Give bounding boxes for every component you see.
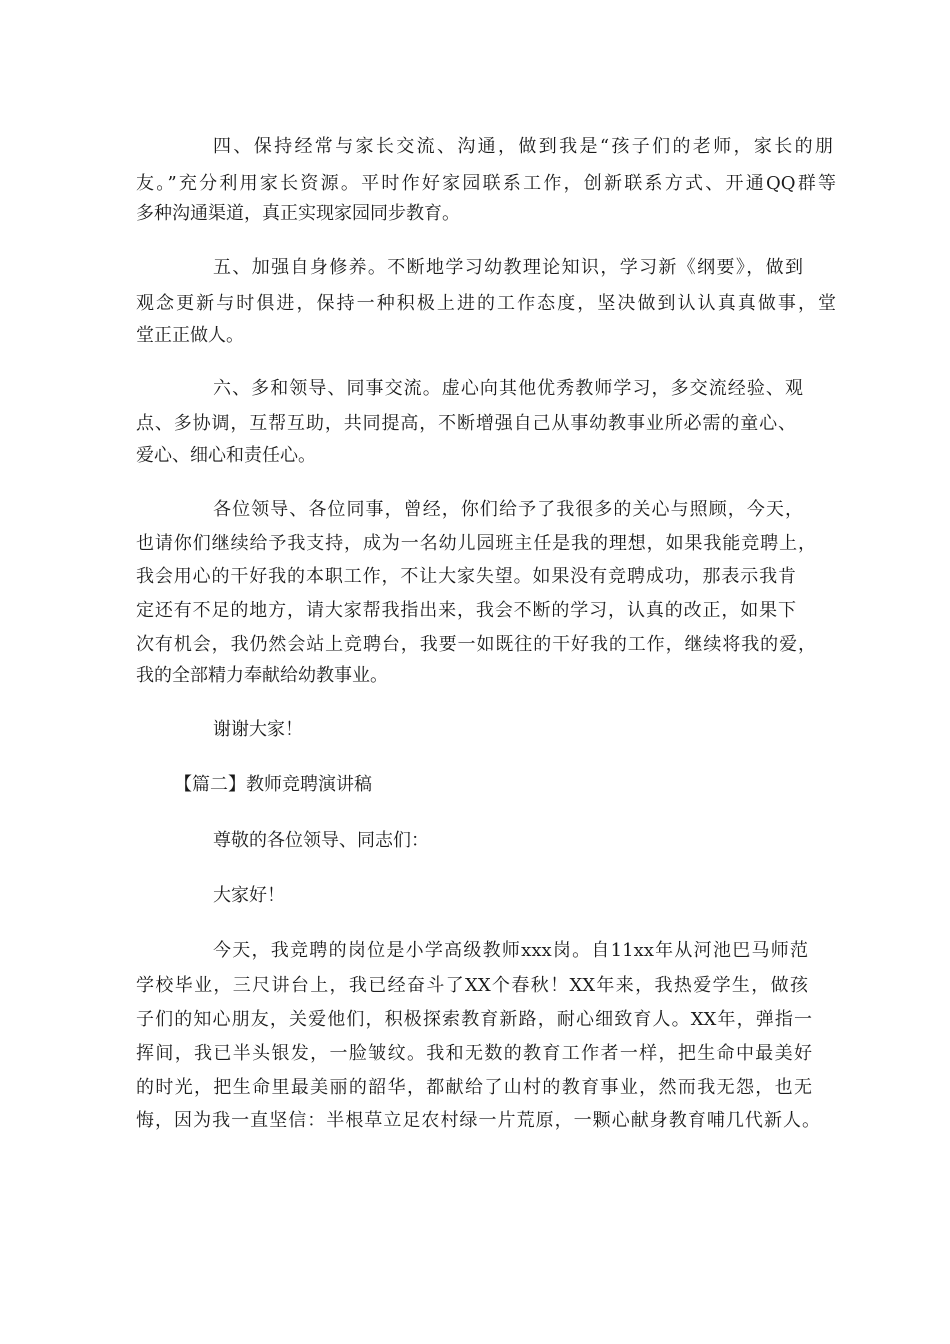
- text-line: 挥间，我已半头银发，一脸皱纹。我和无数的教育工作者一样，把生命中最美好: [136, 1043, 812, 1064]
- text-line: 学校毕业，三尺讲台上，我已经奋斗了XX个春秋！XX年来，我热爱学生，做孩: [136, 975, 808, 996]
- text-line: 的时光，把生命里最美丽的韶华，都献给了山村的教育事业，然而我无怨，也无: [136, 1077, 812, 1098]
- text-line: 今天，我竞聘的岗位是小学高级教师xxx岗。自11xx年从河池巴马师范: [213, 940, 808, 961]
- text-line: 定还有不足的地方，请大家帮我指出来，我会不断的学习，认真的改正，如果下: [136, 600, 796, 621]
- greeting: 大家好！: [213, 885, 285, 906]
- text-line: 子们的知心朋友，关爱他们，积极探索教育新路，耐心细致育人。XX年，弹指一: [136, 1009, 812, 1030]
- text-line: 堂正正做人。: [136, 325, 244, 346]
- text-line: 点、多协调，互帮互助，共同提高，不断增强自己从事幼教事业所必需的童心、: [136, 413, 796, 434]
- text-line: 多种沟通渠道，真正实现家园同步教育。: [136, 203, 460, 224]
- text-line: 悔，因为我一直坚信：半根草立足农村绿一片荒原，一颗心献身教育哺几代新人。: [136, 1110, 820, 1131]
- text-line: 各位领导、各位同事，曾经，你们给予了我很多的关心与照顾，今天，: [213, 499, 803, 520]
- text-line: 友。”充分利用家长资源。平时作好家园联系工作，创新联系方式、开通QQ群等: [136, 173, 836, 194]
- text-line: 六、多和领导、同事交流。虚心向其他优秀教师学习，多交流经验、观: [213, 378, 803, 399]
- salutation: 尊敬的各位领导、同志们：: [213, 830, 429, 851]
- section-heading: 【篇二】教师竞聘演讲稿: [174, 774, 372, 795]
- text-line: 爱心、细心和责任心。: [136, 445, 316, 466]
- text-line: 五、加强自身修养。不断地学习幼教理论知识，学习新《纲要》，做到: [213, 257, 803, 278]
- thanks-line: 谢谢大家！: [213, 719, 303, 740]
- text-line: 观念更新与时俱进，保持一种积极上进的工作态度，坚决做到认认真真做事，堂: [136, 293, 836, 314]
- text-line: 我的全部精力奉献给幼教事业。: [136, 665, 388, 686]
- text-line: 我会用心的干好我的本职工作，不让大家失望。如果没有竞聘成功，那表示我肯: [136, 566, 796, 587]
- text-line: 次有机会，我仍然会站上竞聘台，我要一如既往的干好我的工作，继续将我的爱，: [136, 634, 816, 655]
- text-line: 也请你们继续给予我支持，成为一名幼儿园班主任是我的理想，如果我能竞聘上，: [136, 533, 816, 554]
- text-line: 四、保持经常与家长交流、沟通，做到我是“孩子们的老师，家长的朋: [213, 136, 833, 157]
